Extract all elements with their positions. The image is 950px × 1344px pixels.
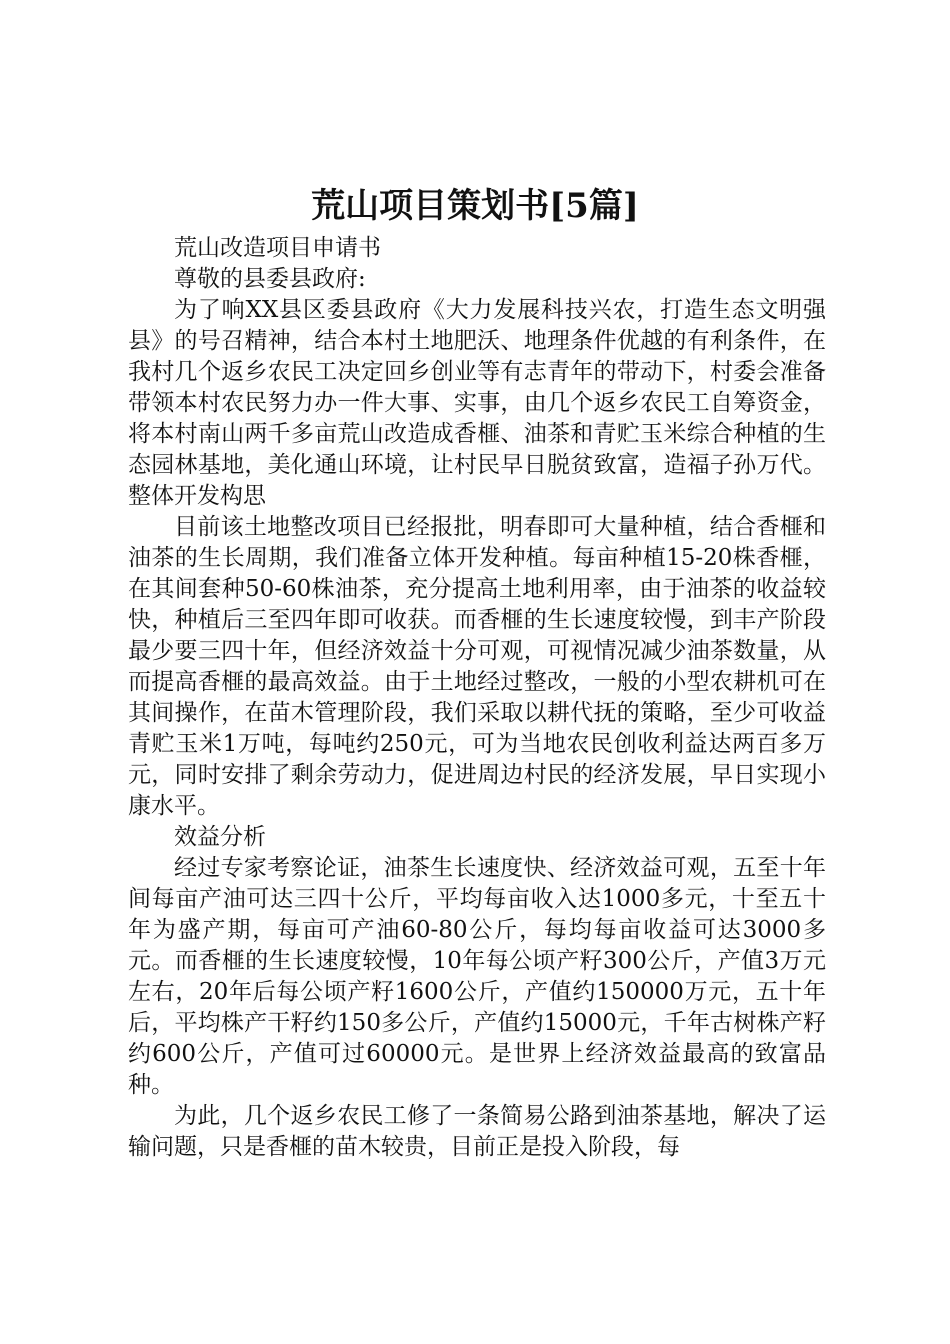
paragraph-benefit-details: 经过专家考察论证，油茶生长速度快、经济效益可观，五至十年间每亩产油可达三四十公斤，平均每亩收入达1000多元，十至五十年为盛产期，每亩可产油60-80公斤，每均每亩收益可达3000多元。而香榧的生长速度较慢，10年每公顷产籽300公斤，产值3万元左右，20年后每公顷产籽1600公斤，产值约150000万元，五十年后，平均株产干籽约150多公斤，产值约15000元，千年古树株产籽约600公斤，产值可过60000元。是世界上经济效益最高的致富品种。 — [128, 855, 826, 1098]
paragraph-heading-benefit-analysis: 效益分析 — [174, 824, 266, 850]
paragraph-road-construction: 为此，几个返乡农民工修了一条简易公路到油茶基地，解决了运输问题，只是香榧的苗木较贵，目前正是投入阶段，每 — [128, 1103, 826, 1160]
paragraph-intro: 为了响XX县区委县政府《大力发展科技兴农，打造生态文明强县》的号召精神，结合本村土地肥沃、地理条件优越的有利条件，在我村几个返乡农民工决定回乡创业等有志青年的带动下，村委会准备带领本村农民努力办一件大事、实事，由几个返乡农民工自筹资金，将本村南山两千多亩荒山改造成香榧、油茶和青贮玉米综合种植的生态园林基地，美化通山环境，让村民早日脱贫致富，造福子孙万代。整体开发构思 — [128, 297, 826, 509]
document-title: 荒山项目策划书[5篇] — [311, 186, 639, 226]
paragraph-salutation: 尊敬的县委县政府: — [174, 266, 366, 292]
paragraph-development-plan: 目前该土地整改项目已经报批，明春即可大量种植，结合香榧和油茶的生长周期，我们准备立体开发种植。每亩种植15-20株香榧，在其间套种50-60株油茶，充分提高土地利用率，由于油茶的收益较快，种植后三至四年即可收获。而香榧的生长速度较慢，到丰产阶段最少要三四十年，但经济效益十分可观，可视情况减少油茶数量，从而提高香榧的最高效益。由于土地经过整改，一般的小型农耕机可在其间操作，在苗木管理阶段，我们采取以耕代抚的策略，至少可收益青贮玉米1万吨，每吨约250元，可为当地农民创收利益达两百多万元，同时安排了剩余劳动力，促进周边村民的经济发展，早日实现小康水平。 — [128, 514, 826, 819]
document-body — [128, 233, 826, 1163]
paragraph-heading-application: 荒山改造项目申请书 — [174, 235, 381, 261]
